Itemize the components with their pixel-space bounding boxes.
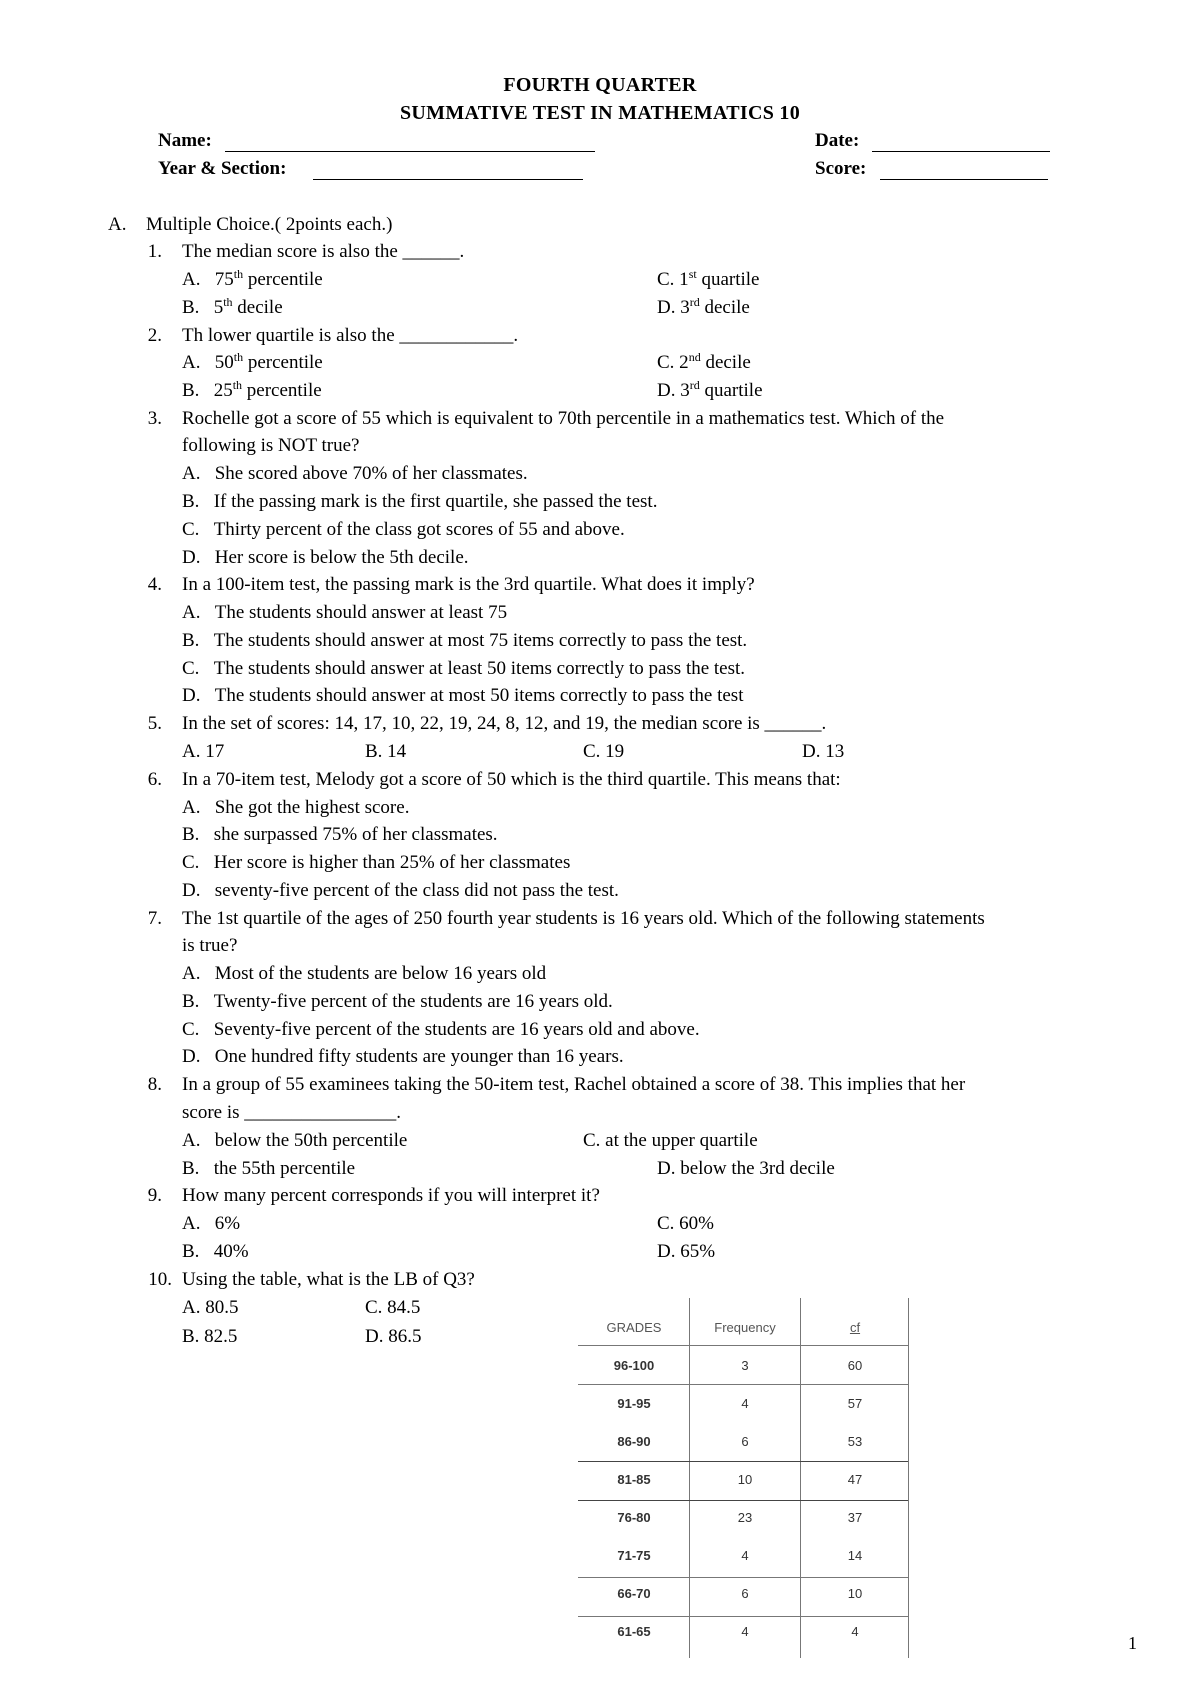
- question-text: In a 100-item test, the passing mark is the 3rd quartile. What does it imply?: [182, 574, 755, 595]
- question-text: In a 70-item test, Melody got a score of 50 which is the third quartile. This means that:: [182, 769, 841, 790]
- choice-b[interactable]: B. the 55th percentile: [182, 1158, 356, 1179]
- name-line[interactable]: [225, 151, 595, 152]
- choice-d[interactable]: D. One hundred fifty students are younger than 16 years.: [182, 1046, 624, 1067]
- question-number: 10.: [148, 1269, 172, 1290]
- cf-cell: 37: [847, 1509, 863, 1525]
- table-divider: [578, 1616, 908, 1617]
- choice-b[interactable]: B. The students should answer at most 75 items correctly to pass the test.: [182, 630, 748, 651]
- choice-a[interactable]: A. Most of the students are below 16 years old: [182, 963, 547, 984]
- frequency-cell: 10: [737, 1471, 753, 1487]
- grade-cell: 91-95: [617, 1395, 651, 1411]
- choice-c[interactable]: C. 60%: [657, 1213, 714, 1234]
- choice-d[interactable]: D. 13: [802, 741, 845, 762]
- score-line[interactable]: [880, 179, 1048, 180]
- choice-d[interactable]: D. seventy-five percent of the class did not pass the test.: [182, 880, 619, 901]
- choice-c[interactable]: C. at the upper quartile: [583, 1130, 758, 1151]
- frequency-cell: 4: [741, 1547, 749, 1563]
- header-cf: cf: [849, 1319, 861, 1335]
- title-summative: SUMMATIVE TEST IN MATHEMATICS 10: [399, 102, 801, 124]
- table-row: [578, 1498, 910, 1536]
- cf-cell: 57: [847, 1395, 863, 1411]
- choice-d[interactable]: D. 3rd decile: [657, 295, 750, 318]
- table-divider: [800, 1298, 801, 1658]
- question-number: 6.: [147, 769, 162, 790]
- name-label: Name:: [158, 130, 212, 151]
- table-divider: [578, 1500, 908, 1501]
- frequency-cell: 3: [741, 1357, 749, 1373]
- table-row: [578, 1384, 910, 1422]
- choice-d[interactable]: D. 3rd quartile: [657, 378, 763, 401]
- frequency-cell: 4: [741, 1623, 749, 1639]
- choice-d[interactable]: D. below the 3rd decile: [657, 1158, 835, 1179]
- choice-a[interactable]: A. 80.5: [182, 1297, 239, 1318]
- choice-b[interactable]: B. she surpassed 75% of her classmates.: [182, 824, 498, 845]
- header-frequency: Frequency: [714, 1319, 776, 1335]
- question-text: In the set of scores: 14, 17, 10, 22, 19, 24, 8, 12, and 19, the median score is ______.: [182, 713, 827, 734]
- grade-cell: 96-100: [613, 1357, 655, 1373]
- choice-a[interactable]: A. 75th percentile: [182, 267, 323, 290]
- cf-cell: 10: [847, 1585, 863, 1601]
- title-quarter: FOURTH QUARTER: [503, 74, 697, 96]
- frequency-cell: 6: [741, 1433, 749, 1449]
- table-divider: [578, 1461, 908, 1462]
- cf-cell: 47: [847, 1471, 863, 1487]
- choice-b[interactable]: B. 40%: [182, 1241, 249, 1262]
- question-text: Th lower quartile is also the ____________.: [182, 325, 519, 346]
- question-number: 1.: [147, 241, 162, 262]
- choice-a[interactable]: A. She got the highest score.: [182, 797, 410, 818]
- choice-c[interactable]: C. The students should answer at least 50 items correctly to pass the test.: [182, 658, 746, 679]
- question-number: 8.: [147, 1074, 162, 1095]
- choice-b[interactable]: B. 14: [365, 741, 407, 762]
- question-text: The 1st quartile of the ages of 250 fourth year students is 16 years old. Which of the following statements: [182, 908, 985, 929]
- question-number: 9.: [147, 1185, 162, 1206]
- question-number: 5.: [147, 713, 162, 734]
- choice-c[interactable]: C. 19: [583, 741, 625, 762]
- header-grades: GRADES: [606, 1319, 662, 1335]
- choice-a[interactable]: A. 17: [182, 741, 225, 762]
- choice-a[interactable]: A. The students should answer at least 75: [182, 602, 508, 623]
- table-header-row: [578, 1308, 910, 1346]
- grade-cell: 66-70: [617, 1585, 651, 1601]
- grade-cell: 86-90: [617, 1433, 651, 1449]
- question-number: 2.: [147, 325, 162, 346]
- choice-a[interactable]: A. below the 50th percentile: [182, 1130, 408, 1151]
- question-number: 4.: [147, 574, 162, 595]
- table-row: [578, 1536, 910, 1574]
- section-title: Multiple Choice.( 2points each.): [146, 214, 393, 235]
- choice-b[interactable]: B. If the passing mark is the first quartile, she passed the test.: [182, 491, 658, 512]
- choice-b[interactable]: B. 5th decile: [182, 295, 283, 318]
- choice-d[interactable]: D. The students should answer at most 50 items correctly to pass the test: [182, 685, 744, 706]
- cf-cell: 60: [847, 1357, 863, 1373]
- grade-cell: 76-80: [617, 1509, 651, 1525]
- grades-table: [578, 1308, 910, 1650]
- table-divider: [578, 1384, 908, 1385]
- grade-cell: 61-65: [617, 1623, 651, 1639]
- table-divider: [908, 1298, 909, 1658]
- frequency-cell: 6: [741, 1585, 749, 1601]
- question-number: 3.: [147, 408, 162, 429]
- question-text: The median score is also the ______.: [182, 241, 465, 262]
- table-divider: [689, 1298, 690, 1658]
- question-number: 7.: [147, 908, 162, 929]
- choice-c[interactable]: C. 84.5: [365, 1297, 421, 1318]
- cf-cell: 14: [847, 1547, 863, 1563]
- choice-c[interactable]: C. Seventy-five percent of the students are 16 years old and above.: [182, 1019, 700, 1040]
- choice-d[interactable]: D. 65%: [657, 1241, 716, 1262]
- choice-c[interactable]: C. 2nd decile: [657, 350, 751, 373]
- table-row: [578, 1422, 910, 1460]
- table-divider: [578, 1577, 908, 1578]
- table-row: [578, 1460, 910, 1498]
- cf-cell: 53: [847, 1433, 863, 1449]
- score-label: Score:: [815, 158, 867, 179]
- page-number: 1: [1128, 1633, 1137, 1653]
- choice-c[interactable]: C. Thirty percent of the class got scores of 55 and above.: [182, 519, 625, 540]
- date-label: Date:: [815, 130, 860, 151]
- choice-b[interactable]: B. Twenty-five percent of the students are 16 years old.: [182, 991, 613, 1012]
- section-marker: A.: [108, 214, 127, 235]
- year-section-label: Year & Section:: [158, 158, 287, 179]
- grade-cell: 81-85: [617, 1471, 651, 1487]
- grade-cell: 71-75: [617, 1547, 651, 1563]
- table-row: [578, 1346, 910, 1384]
- choice-a[interactable]: A. 50th percentile: [182, 350, 323, 373]
- choice-a[interactable]: A. She scored above 70% of her classmates.: [182, 463, 528, 484]
- choice-b[interactable]: B. 82.5: [182, 1326, 238, 1347]
- choice-c[interactable]: C. 1st quartile: [657, 267, 760, 290]
- choice-a[interactable]: A. 6%: [182, 1213, 241, 1234]
- table-divider: [578, 1345, 908, 1346]
- question-text-cont: is true?: [182, 935, 238, 956]
- question-text-cont: score is ________________.: [182, 1102, 402, 1123]
- question-text: Rochelle got a score of 55 which is equivalent to 70th percentile in a mathematics test. Which of the: [182, 408, 945, 429]
- question-text: Using the table, what is the LB of Q3?: [182, 1269, 475, 1290]
- question-text: In a group of 55 examinees taking the 50-item test, Rachel obtained a score of 38. This implies that her: [182, 1074, 966, 1095]
- table-row: [578, 1612, 910, 1650]
- table-row: [578, 1574, 910, 1612]
- date-line[interactable]: [872, 151, 1050, 152]
- question-text-cont: following is NOT true?: [182, 435, 360, 456]
- cf-cell: 4: [851, 1623, 859, 1639]
- choice-b[interactable]: B. 25th percentile: [182, 378, 322, 401]
- choice-d[interactable]: D. 86.5: [365, 1326, 422, 1347]
- year-section-line[interactable]: [313, 179, 583, 180]
- choice-d[interactable]: D. Her score is below the 5th decile.: [182, 547, 469, 568]
- frequency-cell: 23: [737, 1509, 753, 1525]
- question-text: How many percent corresponds if you will interpret it?: [182, 1185, 600, 1206]
- choice-c[interactable]: C. Her score is higher than 25% of her classmates: [182, 852, 571, 873]
- frequency-cell: 4: [741, 1395, 749, 1411]
